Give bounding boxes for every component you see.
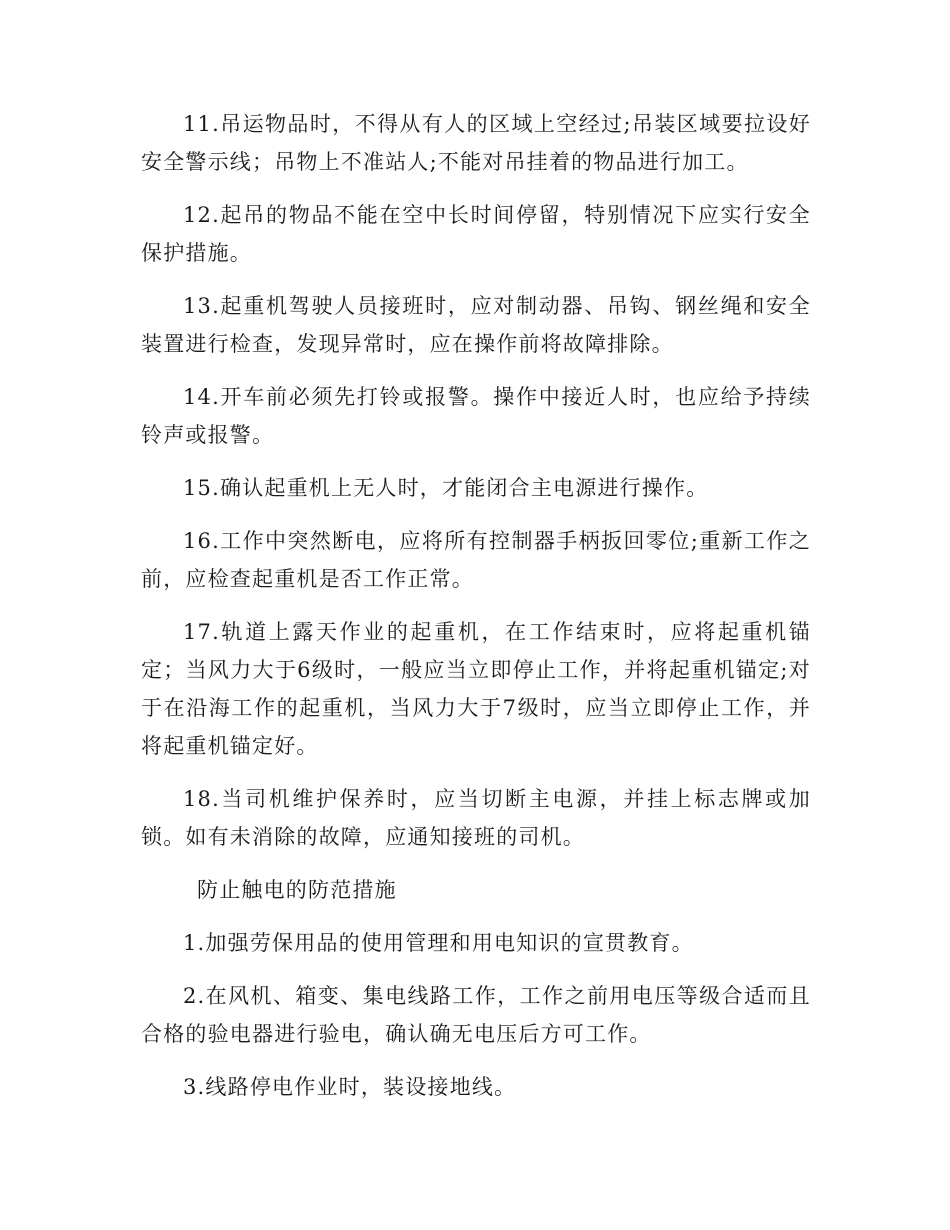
section-paragraph-2: 2.在风机、箱变、集电线路工作，工作之前用电压等级合适而且合格的验电器进行验电，确认确无电压后方可工作。	[141, 984, 811, 1046]
paragraph-item-13: 13.起重机驾驶人员接班时，应对制动器、吊钩、钢丝绳和安全装置进行检查，发现异常时，应在操作前将故障排除。	[141, 294, 811, 356]
paragraph-item-17: 17.轨道上露天作业的起重机，在工作结束时，应将起重机锚定；当风力大于6级时，一般应当立即停止工作，并将起重机锚定;对于在沿海工作的起重机，当风力大于7级时，应当立即停止工作，并将起重机锚定好。	[141, 620, 811, 758]
paragraph-item-11: 11.吊运物品时，不得从有人的区域上空经过;吊装区域要拉设好安全警示线；吊物上不准站人;不能对吊挂着的物品进行加工。	[141, 112, 811, 174]
document-body	[141, 105, 811, 1121]
section-paragraph-3: 3.线路停电作业时，装设接地线。	[183, 1075, 517, 1099]
section-heading: 防止触电的防范措施	[197, 878, 397, 902]
paragraph-item-16: 16.工作中突然断电，应将所有控制器手柄扳回零位;重新工作之前，应检查起重机是否工作正常。	[141, 529, 811, 591]
paragraph-item-12: 12.起吊的物品不能在空中长时间停留，特别情况下应实行安全保护措施。	[141, 203, 811, 265]
paragraph-item-18: 18.当司机维护保养时，应当切断主电源，并挂上标志牌或加锁。如有未消除的故障，应通知接班的司机。	[141, 787, 811, 849]
paragraph-item-15: 15.确认起重机上无人时，才能闭合主电源进行操作。	[183, 476, 709, 500]
paragraph-item-14: 14.开车前必须先打铃或报警。操作中接近人时，也应给予持续铃声或报警。	[141, 385, 811, 447]
section-paragraph-1: 1.加强劳保用品的使用管理和用电知识的宣贯教育。	[183, 931, 694, 955]
